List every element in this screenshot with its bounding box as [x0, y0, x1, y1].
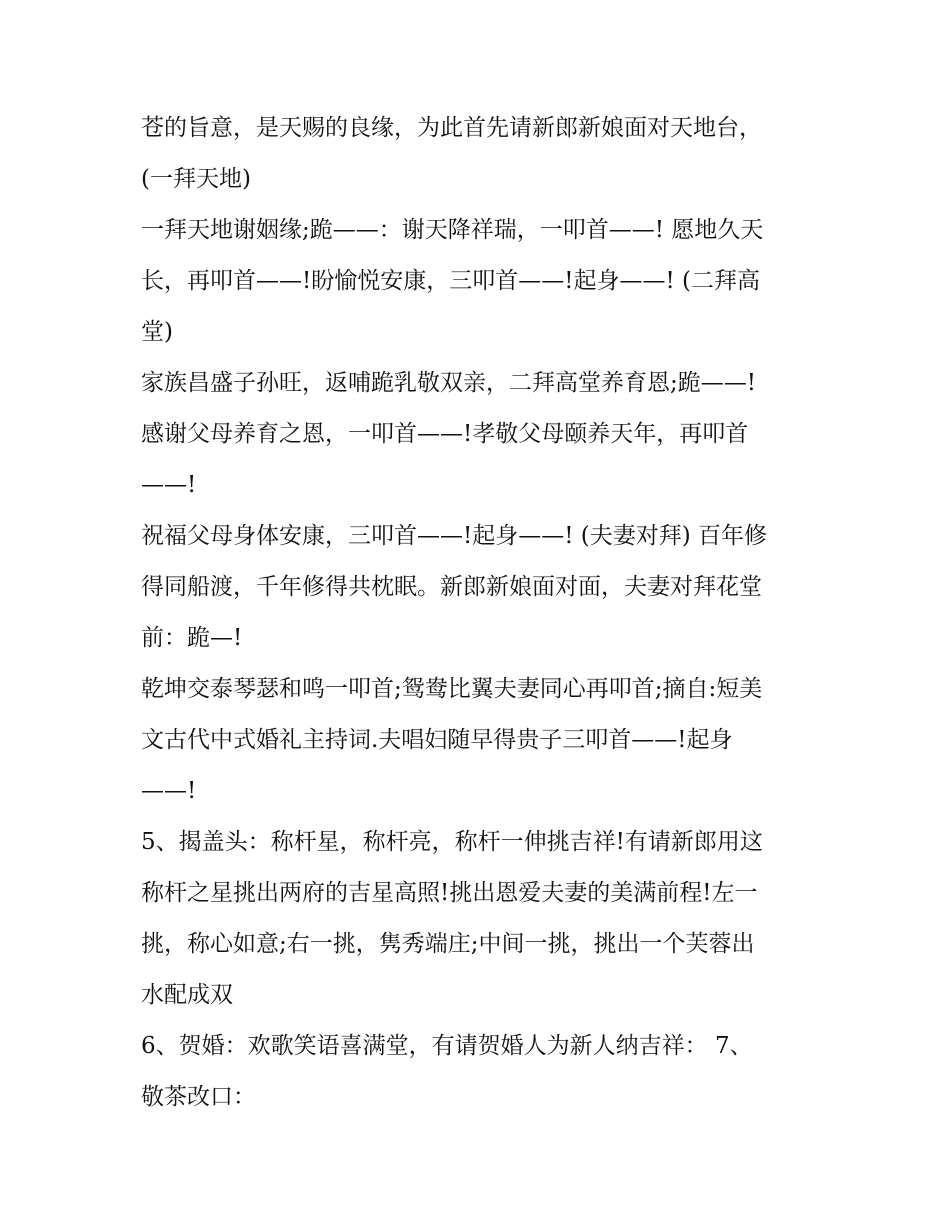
text-line: 文古代中式婚礼主持词.夫唱妇随早得贵子三叩首——!起身 — [141, 727, 733, 753]
text-line: 得同船渡，千年修得共枕眠。新郎新娘面对面，夫妻对拜花堂 — [141, 574, 762, 600]
document-body — [141, 103, 816, 1123]
text-line: 前：跪—! — [141, 625, 243, 651]
text-line: 敬茶改口： — [141, 1084, 256, 1110]
text-line: 家族昌盛子孙旺，返哺跪乳敬双亲，二拜高堂养育恩;跪——! — [141, 370, 756, 396]
text-line: 堂) — [141, 319, 173, 345]
text-line: (一拜天地) — [141, 166, 251, 192]
text-line: 感谢父母养育之恩，一叩首——!孝敬父母颐养天年，再叩首 — [141, 421, 749, 447]
text-line: 挑，称心如意;右一挑，隽秀端庄;中间一挑，挑出一个芙蓉出 — [141, 931, 755, 957]
text-line: 苍的旨意，是天赐的良缘，为此首先请新郎新娘面对天地台， — [141, 115, 762, 141]
text-line: 乾坤交泰琴瑟和鸣一叩首;鸳鸯比翼夫妻同心再叩首;摘自:短美 — [141, 676, 763, 702]
text-line: 水配成双 — [141, 982, 233, 1008]
text-line: 5、揭盖头：称杆星，称杆亮，称杆一伸挑吉祥!有请新郎用这 — [141, 829, 763, 855]
text-line: ——! — [141, 778, 197, 804]
text-line: 一拜天地谢姻缘;跪——：谢天降祥瑞，一叩首——! 愿地久天 — [141, 217, 764, 243]
text-line: ——! — [141, 472, 197, 498]
text-line: 6、贺婚：欢歌笑语喜满堂，有请贺婚人为新人纳吉祥： 7、 — [141, 1033, 753, 1059]
text-line: 祝福父母身体安康，三叩首——!起身——! (夫妻对拜) 百年修 — [141, 523, 768, 549]
text-line: 称杆之星挑出两府的吉星高照!挑出恩爱夫妻的美满前程!左一 — [141, 880, 758, 906]
text-line: 长，再叩首——!盼愉悦安康，三叩首——!起身——! (二拜高 — [141, 268, 761, 294]
